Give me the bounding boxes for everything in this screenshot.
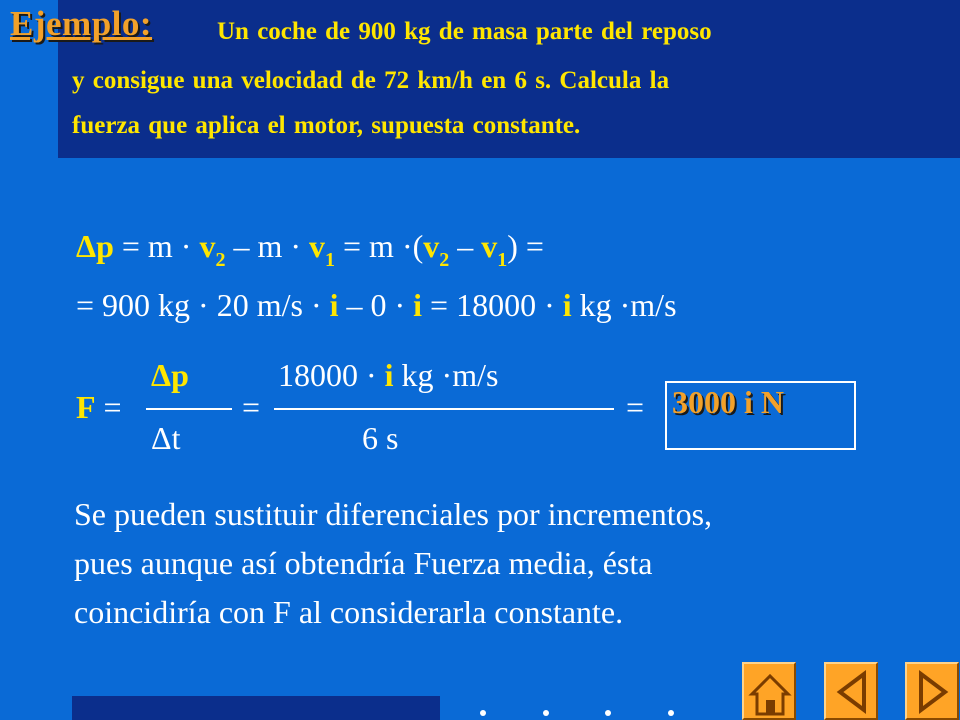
footer-bar xyxy=(72,696,440,720)
home-icon xyxy=(744,664,796,720)
footer-dot xyxy=(543,710,549,716)
force-symbol: F xyxy=(76,389,96,425)
footer-dot xyxy=(668,710,674,716)
momentum-equation: $\Delta p = m \cdot v_2 - m \cdot v_1 = m \cdot(v_2 - v_1)$ = xyxy=(76,228,544,271)
problem-line-1: Un coche de 900 kg de masa parte del reposo xyxy=(217,18,712,45)
paragraph-line-3: coincidiría con F al considerarla constante. xyxy=(74,594,624,630)
problem-line-3: fuerza que aplica el motor, supuesta constante. xyxy=(72,112,581,139)
fraction-bar-1 xyxy=(146,408,232,410)
footer-dot xyxy=(605,710,611,716)
back-arrow-icon xyxy=(826,664,878,720)
footer-dot xyxy=(480,710,486,716)
paragraph-line-1: Se pueden sustituir diferenciales por incrementos, xyxy=(74,496,713,532)
momentum-value-equation: = 900 kg · 20 m/s · i – 0 · i = 18000 · i kg ·m/s xyxy=(76,287,677,323)
paragraph-line-2: pues aunque así obtendría Fuerza media, ésta xyxy=(74,545,653,581)
fraction-numerator-dp: Δp xyxy=(151,357,189,393)
fraction-denominator-value: 6 s xyxy=(362,420,399,456)
back-button[interactable] xyxy=(824,662,878,720)
fraction-denominator-dt: Δt xyxy=(151,420,181,456)
fraction-bar-2 xyxy=(274,408,614,410)
forward-arrow-icon xyxy=(907,664,959,720)
force-equation: F = xyxy=(76,389,122,425)
problem-line-2: y consigue una velocidad de 72 km/h en 6 s. Calcula la xyxy=(72,67,670,94)
forward-button[interactable] xyxy=(905,662,959,720)
equals-sign: = xyxy=(242,389,261,425)
fraction-numerator-value: 18000 · i kg ·m/s xyxy=(278,357,499,393)
home-button[interactable] xyxy=(742,662,796,720)
equals-sign: = xyxy=(626,389,645,425)
force-result: 3000 i N xyxy=(672,384,784,420)
delta-p: Δp xyxy=(76,228,114,264)
example-label: Ejemplo: xyxy=(10,4,153,43)
